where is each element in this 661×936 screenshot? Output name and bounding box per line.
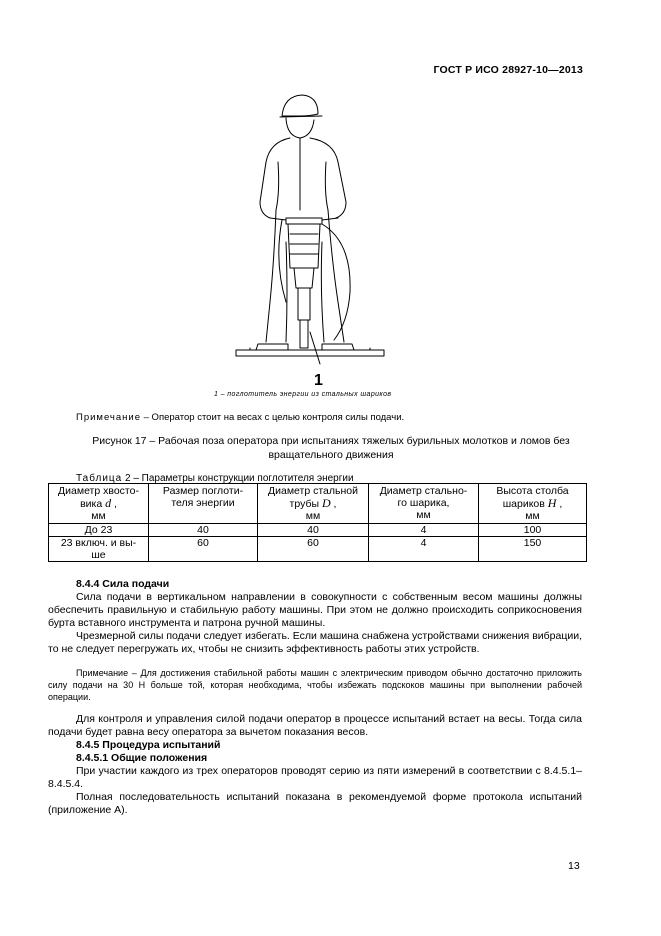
table-cell: 60 [258,537,369,562]
parameters-table [48,483,587,562]
table-label: Таблица [76,473,123,484]
figure-caption-line2: вращательного движения [268,449,394,461]
table-cell: 4 [369,524,479,537]
table-title-text: 2 – Параметры конструкции поглотителя энергии [122,473,354,484]
table-cell: 150 [479,537,587,562]
table-header-cell: Диаметр хвосто- вика d , мм [49,484,149,524]
figure-note-text: – Оператор стоит на весах с целью контроля силы подачи. [141,412,405,423]
table-cell: 100 [479,524,587,537]
figure-caption-line1: Рисунок 17 – Рабочая поза оператора при испытаниях тяжелых бурильных молотков и ломов без [92,435,570,447]
page-number: 13 [568,860,580,872]
table-header-cell: Диаметр стально- го шарика, мм [369,484,479,524]
operator-figure [230,92,390,367]
table-row [49,524,587,537]
table-cell: 4 [369,537,479,562]
paragraph-feed-force-3: Для контроля и управления силой подачи оператор в процессе испытаний встает на весы. Тогда сила подачи будет равна весу оператора за вычетом показания весов. [48,713,582,738]
paragraph-general-2: Полная последовательность испытаний показана в рекомендуемой форме протокола испытаний (приложение А). [48,791,582,816]
section-heading-8-4-5-1: 8.4.5.1 Общие положения [76,752,208,764]
table-cell: 60 [149,537,258,562]
document-header: ГОСТ Р ИСО 28927-10—2013 [433,64,583,76]
paragraph-feed-force-2: Чрезмерной силы подачи следует избегать. Если машина снабжена устройствами снижения вибрации, то не следует перегружать их, чтобы не снизить эффективность работы этих устройств. [48,630,582,655]
table-cell: 40 [149,524,258,537]
figure-note [76,412,404,423]
paragraph-general-1: При участии каждого из трех операторов проводят серию из пяти измерений в соответствии с 8.4.5.1–8.4.5.4. [48,765,582,790]
table-row [49,537,587,562]
table-cell: До 23 [49,524,149,537]
table-cell: 23 включ. и вы- ше [49,537,149,562]
section-heading-8-4-5: 8.4.5 Процедура испытаний [76,739,221,751]
figure-legend: 1 – поглотитель энергии из стальных шариков [214,391,392,398]
section-heading-8-4-4: 8.4.4 Сила подачи [76,578,170,590]
table-cell: 40 [258,524,369,537]
figure-callout: 1 [314,372,323,389]
table-header-cell: Высота столба шариков H , мм [479,484,587,524]
table-header-cell: Размер поглоти- теля энергии [149,484,258,524]
note-feed-force: Примечание – Для достижения стабильной работы машин с электрическим приводом обычно достаточно приложить силу подачи на 30 Н больше той, которая необходима, чтобы избежать подскоков машины при выполнении рабочей операции. [48,668,582,702]
paragraph-feed-force-1: Сила подачи в вертикальном направлении в совокупности с собственным весом машины должны обеспечить правильную и стабильную работу машины. При этом не должно происходить соприкосновения бурта вставного инструмента и патрона ручной машины. [48,591,582,629]
table-header-cell: Диаметр стальной трубы D , мм [258,484,369,524]
table-header-row [49,484,587,524]
figure-note-label: Примечание [76,412,141,423]
figure-caption [70,434,592,462]
